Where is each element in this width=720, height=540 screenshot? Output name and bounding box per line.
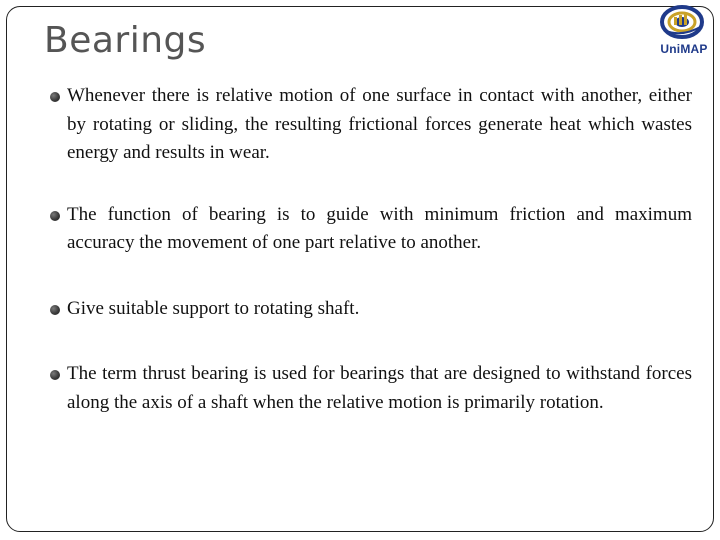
bullet-text: Give suitable support to rotating shaft.	[67, 297, 360, 319]
logo-text: UniMAP	[660, 42, 708, 56]
bullet-item	[44, 82, 692, 168]
slide-title: Bearings	[44, 20, 207, 61]
bullet-item	[44, 201, 692, 258]
bullet-text: The function of bearing is to guide with minimum friction and maximum accuracy the movement of one part relative to another.	[67, 203, 692, 253]
bullet-item	[44, 295, 692, 324]
bullet-dot-icon	[50, 211, 60, 221]
bullet-text: Whenever there is relative motion of one surface in contact with another, either by rotating or sliding, the resulting frictional forces generate heat which wastes energy and results in wear.	[67, 85, 692, 163]
bullet-dot-icon	[50, 305, 60, 315]
bullet-item	[44, 360, 692, 417]
bullet-dot-icon	[50, 370, 60, 380]
bullet-dot-icon	[50, 92, 60, 102]
bullet-list	[44, 82, 692, 417]
unimap-logo	[652, 4, 716, 68]
bullet-text: The term thrust bearing is used for bearings that are designed to withstand forces along the axis of a shaft when the relative motion is primarily rotation.	[67, 363, 692, 413]
logo-emblem-icon	[652, 4, 716, 44]
